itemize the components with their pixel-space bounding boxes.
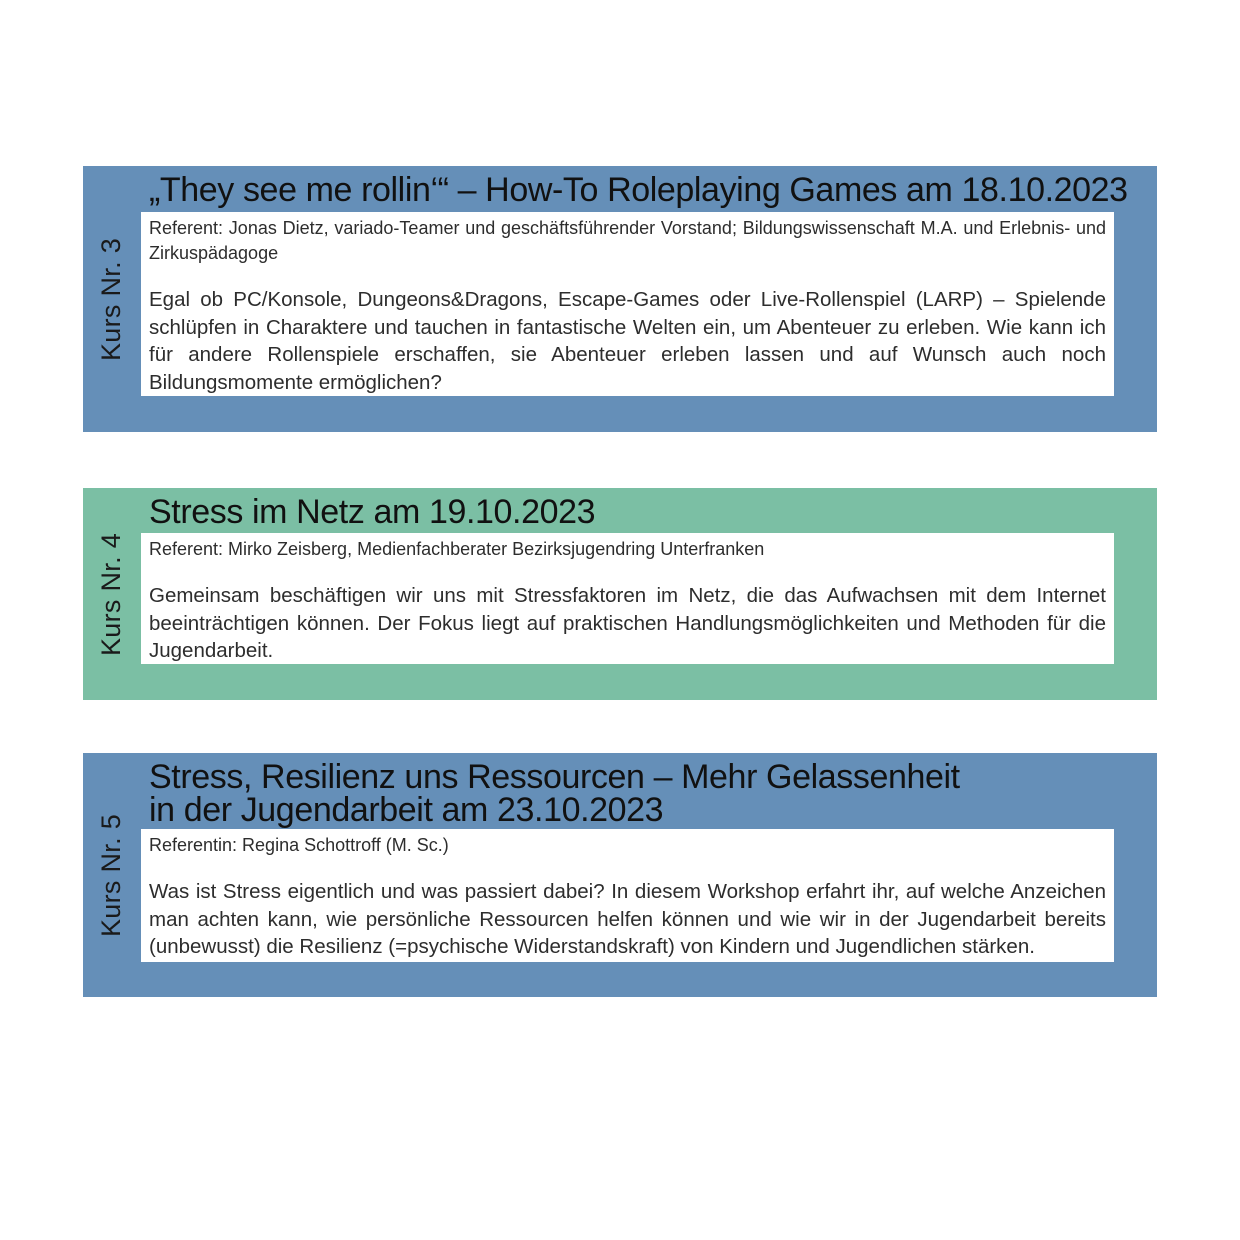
course-title: Stress im Netz am 19.10.2023 xyxy=(149,493,596,531)
course-details xyxy=(141,829,1114,962)
course-description: Gemeinsam beschäftigen wir uns mit Stressfaktoren im Netz, die das Aufwachsen mit dem Internet beeinträchtigen können. Der Fokus liegt auf praktischen Handlungsmöglichkeiten und Methoden für die Jugendarbeit. xyxy=(149,584,1106,662)
course-description: Was ist Stress eigentlich und was passiert dabei? In diesem Workshop erfahrt ihr, auf welche Anzeichen man achten kann, wie persönliche Ressourcen helfen können und wie wir in der Jugendarbeit bereits (unbewusst) die Resilienz (=psychische Widerstandskraft) von Kindern und Jugendlichen stärken. xyxy=(149,880,1106,958)
course-card-3 xyxy=(83,166,1157,432)
course-details xyxy=(141,533,1114,664)
course-referent: Referentin: Regina Schottroff (M. Sc.) xyxy=(149,835,449,855)
course-title: Stress, Resilienz uns Ressourcen – Mehr Gelassenheit in der Jugendarbeit am 23.10.2023 xyxy=(149,758,960,829)
course-card-5 xyxy=(83,753,1157,997)
course-number-label: Kurs Nr. 4 xyxy=(96,532,127,656)
course-number-label: Kurs Nr. 3 xyxy=(96,237,127,361)
course-referent: Referent: Jonas Dietz, variado-Teamer und geschäftsführender Vorstand; Bildungswissenschaft M.A. und Erlebnis- und Zirkuspädagoge xyxy=(149,218,1106,263)
course-referent: Referent: Mirko Zeisberg, Medienfachberater Bezirksjugendring Unterfranken xyxy=(149,539,765,559)
course-description: Egal ob PC/Konsole, Dungeons&Dragons, Escape-Games oder Live-Rollenspiel (LARP) – Spielende schlüpfen in Charaktere und tauchen in fantastische Welten ein, um Abenteuer zu erleben. Wie kann ich für andere Rollenspiele erschaffen, sie Abenteuer erleben lassen und auf Wunsch auch noch Bildungsmomente ermöglichen? xyxy=(149,288,1106,394)
course-details xyxy=(141,212,1114,396)
course-number-label: Kurs Nr. 5 xyxy=(96,813,127,937)
course-title: „They see me rollin‘“ – How-To Roleplaying Games am 18.10.2023 xyxy=(149,171,1128,209)
course-card-4 xyxy=(83,488,1157,700)
